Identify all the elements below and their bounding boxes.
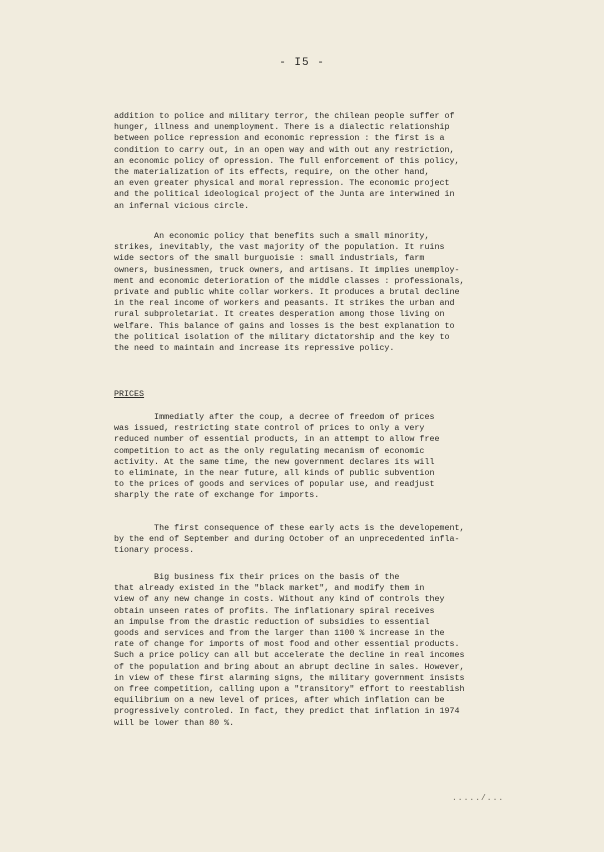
paragraph-big-business: Big business fix their prices on the basis of the that already existed in the "black market", and modify them in view of any new change in costs. Without any kind of controls they obtain unseen rates of profits. The inflationary spiral receives an impulse from the drastic reduction of subsidies to essential goods and services and from the larger than 1100 % increase in the rate of change for imports of most food and other essential products. Such a price policy can all but accelerate the decline in real incomes of the population and bring about an abrupt decline in sales. However, in view of these first alarming signs, the military government insists on free competition, calling upon a "transitory" effort to reestablish equilibrium on a new level of prices, after which inflation can be progressively controled. In fact, they predict that inflation in 1974 will be lower than 80 %. bbox=[114, 572, 465, 728]
paragraph-inflation-consequence: The first consequence of these early acts is the developement, by the end of September and during October of an unprecedented infla- tionary process. bbox=[114, 523, 465, 556]
section-heading-prices: PRICES bbox=[114, 389, 145, 399]
paragraph-repression: addition to police and military terror, the chilean people suffer of hunger, illness and unemployment. There is a dialectic relationship between police repression and economic repression : the first is a condition to carry out, in an open way and with out any restriction, an economic policy of opression. The full enforcement of this policy, the materialization of its effects, require, on the other hand, an even greater physical and moral repression. The economic project and the political ideological project of the Junta are interwined in an infernal vicious circle. bbox=[114, 111, 460, 211]
paragraph-economic-policy: An economic policy that benefits such a small minority, strikes, inevitably, the vast majority of the population. It ruins wide sectors of the small burguoisie : small industrials, farm owners, businessmen, truck owners, and artisans. It implies unemploy- ment and economic deterioration of the middle classes : professionals, private and public white collar workers. It produces a brutal decline in the real income of workers and peasants. It strikes the urban and rural subproletariat. It creates desperation among those living on welfare. This balance of gains and losses is the best explanation to the political isolation of the military dictatorship and the key to the need to maintain and increase its repressive policy. bbox=[114, 231, 465, 354]
continuation-mark: ...../... bbox=[452, 794, 505, 803]
page-number: - I5 - bbox=[279, 57, 325, 69]
paragraph-freedom-of-prices: Immediatly after the coup, a decree of freedom of prices was issued, restricting state control of prices to only a very reduced number of essential products, in an attempt to allow free competition to act as the only regulating mecanism of economic activity. At the same time, the new government declares its will to eliminate, in the near future, all kinds of public subvention to the prices of goods and services of popular use, and readjust sharply the rate of exchange for imports. bbox=[114, 412, 440, 501]
